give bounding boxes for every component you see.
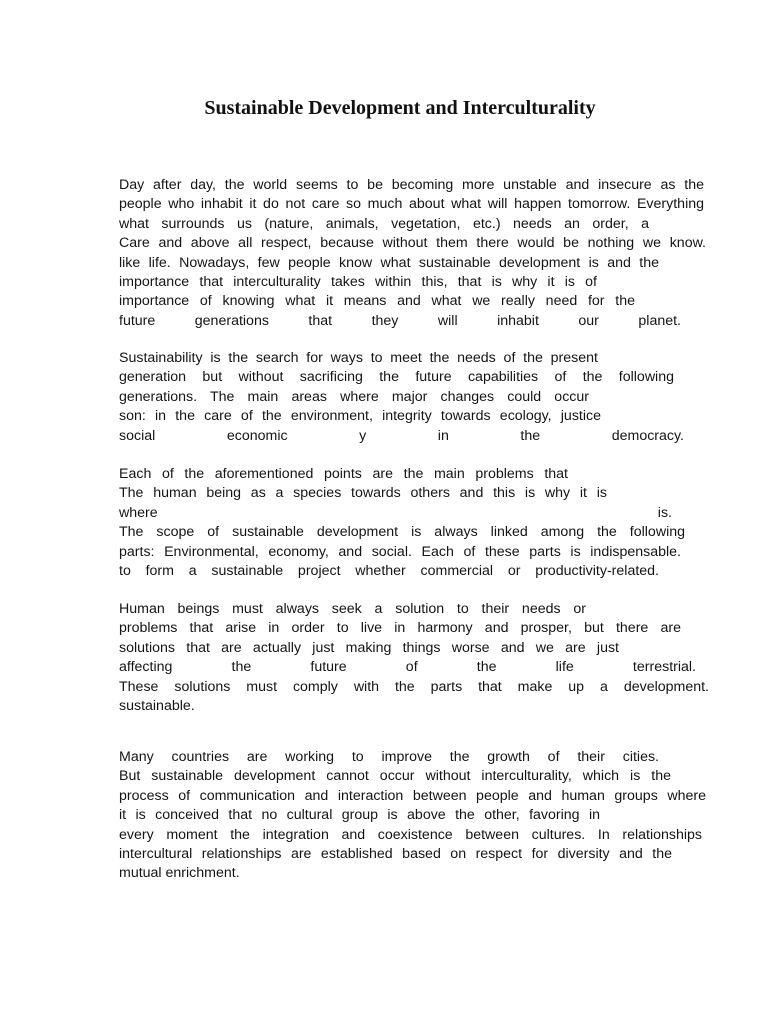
text-line: it is conceived that no cultural group is above the other, favoring in <box>119 807 600 824</box>
text-line: where is. <box>119 504 672 521</box>
text-line: like life. Nowadays, few people know what sustainable development is and the <box>119 254 659 271</box>
text-line: Many countries are working to improve the growth of their cities. <box>119 749 659 765</box>
text-line: solutions that are actually just making things worse and we are just <box>119 639 619 656</box>
text-line: Each of the aforementioned points are the main problems that <box>119 466 568 482</box>
text-line: what surrounds us (nature, animals, vegetation, etc.) needs an order, a <box>119 215 649 232</box>
text-line: These solutions must comply with the parts that make up a development. <box>119 678 709 695</box>
text-line: future generations that they will inhabit our planet. <box>119 312 681 329</box>
text-line: Human beings must always seek a solution to their needs or <box>119 601 586 617</box>
text-line: The scope of sustainable development is always linked among the following <box>119 524 685 541</box>
text-line: intercultural relationships are established based on respect for diversity and the <box>119 845 672 862</box>
text-line: social economic y in the democracy. <box>119 427 684 444</box>
paragraph-4 <box>119 600 709 716</box>
paragraph-5 <box>119 748 709 884</box>
paragraph-1 <box>119 176 709 331</box>
text-line: son: in the care of the environment, integrity towards ecology, justice <box>119 408 601 425</box>
text-line: problems that arise in order to live in harmony and prosper, but there are <box>119 620 681 637</box>
text-line: process of communication and interaction between people and human groups where <box>119 787 706 804</box>
paragraph-3 <box>119 465 709 581</box>
text-line: mutual enrichment. <box>119 865 240 882</box>
text-line: people who inhabit it do not care so much about what will happen tomorrow. Everything <box>119 196 704 213</box>
text-line: importance of knowing what it means and what we really need for the <box>119 293 635 310</box>
text-line: sustainable. <box>119 697 195 714</box>
text-line: importance that interculturality takes within this, that is why it is of <box>119 273 597 290</box>
text-line: Care and above all respect, because without them there would be nothing we know. <box>119 235 706 252</box>
text-line: parts: Environmental, economy, and social. Each of these parts is indispensable. <box>119 543 681 560</box>
text-line: The human being as a species towards others and this is why it is <box>119 485 607 502</box>
text-line: generation but without sacrificing the future capabilities of the following <box>119 369 674 386</box>
text-line: every moment the integration and coexistence between cultures. In relationships <box>119 826 702 843</box>
text-line: Day after day, the world seems to be becoming more unstable and insecure as the <box>119 177 704 193</box>
paragraph-2 <box>119 349 709 446</box>
text-line: But sustainable development cannot occur without interculturality, which is the <box>119 768 671 785</box>
document-title: Sustainable Development and Interculturality <box>204 97 596 119</box>
text-line: Sustainability is the search for ways to meet the needs of the present <box>119 350 598 366</box>
text-line: generations. The main areas where major changes could occur <box>119 388 589 405</box>
text-line: affecting the future of the life terrestrial. <box>119 659 696 676</box>
text-line: to form a sustainable project whether commercial or productivity-related. <box>119 562 659 579</box>
